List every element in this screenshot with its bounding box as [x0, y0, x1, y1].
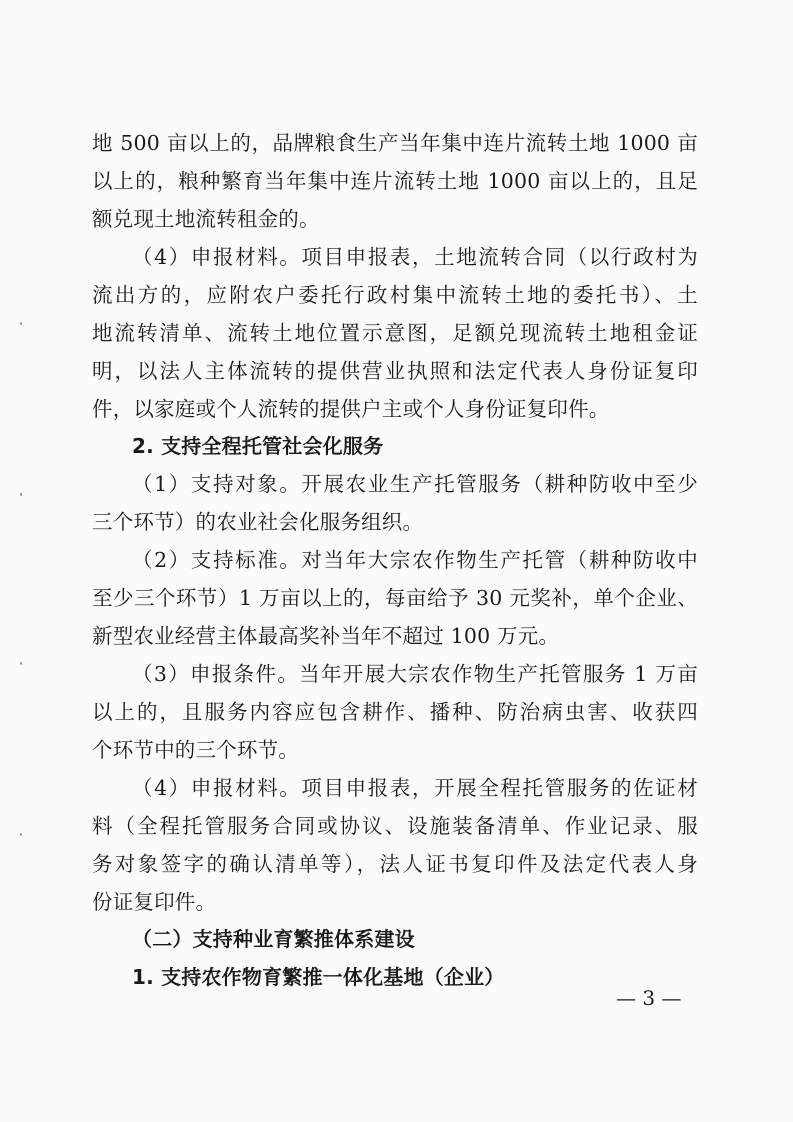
text-line: 新型农业经营主体最高奖补当年不超过 100 万元。 [92, 624, 560, 648]
text-line: 务对象签字的确认清单等），法人证书复印件及法定代表人身 [92, 852, 698, 876]
scan-mark [20, 833, 22, 836]
text-line: （1）支持对象。开展农业生产托管服务（耕种防收中至少 [132, 472, 698, 496]
text-line: （2）支持标准。对当年大宗农作物生产托管（耕种防收中 [132, 548, 698, 572]
text-line: 以上的，且服务内容应包含耕作、播种、防治病虫害、收获四 [92, 700, 698, 724]
text-line: 明，以法人主体流转的提供营业执照和法定代表人身份证复印 [92, 359, 698, 383]
text-line: 额兑现土地流转租金的。 [92, 207, 320, 231]
text-line: 地流转清单、流转土地位置示意图，足额兑现流转土地租金证 [92, 321, 698, 345]
scan-mark [20, 493, 22, 496]
text-line: 流出方的，应附农户委托行政村集中流转土地的委托书）、土 [92, 283, 698, 307]
text-line: 件，以家庭或个人流转的提供户主或个人身份证复印件。 [92, 397, 610, 421]
text-line: （4）申报材料。项目申报表，开展全程托管服务的佐证材 [132, 776, 698, 800]
section-heading: （二）支持种业育繁推体系建设 [132, 927, 415, 951]
scan-mark [20, 662, 22, 665]
section-heading: 2. 支持全程托管社会化服务 [132, 434, 384, 458]
text-line: 地 500 亩以上的，品牌粮食生产当年集中连片流转土地 1000 亩 [92, 131, 698, 155]
text-line: （4）申报材料。项目申报表，土地流转合同（以行政村为 [132, 245, 698, 269]
text-line: 料（全程托管服务合同或协议、设施装备清单、作业记录、服 [92, 814, 698, 838]
section-heading: 1. 支持农作物育繁推一体化基地（企业） [132, 965, 505, 989]
text-line: 三个环节）的农业社会化服务组织。 [92, 510, 424, 534]
text-line: 以上的，粮种繁育当年集中连片流转土地 1000 亩以上的，且足 [92, 169, 698, 193]
scan-mark [20, 322, 22, 325]
page-number: — 3 — [616, 986, 682, 1010]
text-line: （3）申报条件。当年开展大宗农作物生产托管服务 1 万亩 [132, 662, 698, 686]
text-line: 份证复印件。 [92, 890, 217, 914]
text-line: 至少三个环节）1 万亩以上的，每亩给予 30 元奖补，单个企业、 [92, 586, 698, 610]
text-line: 个环节中的三个环节。 [92, 738, 299, 762]
